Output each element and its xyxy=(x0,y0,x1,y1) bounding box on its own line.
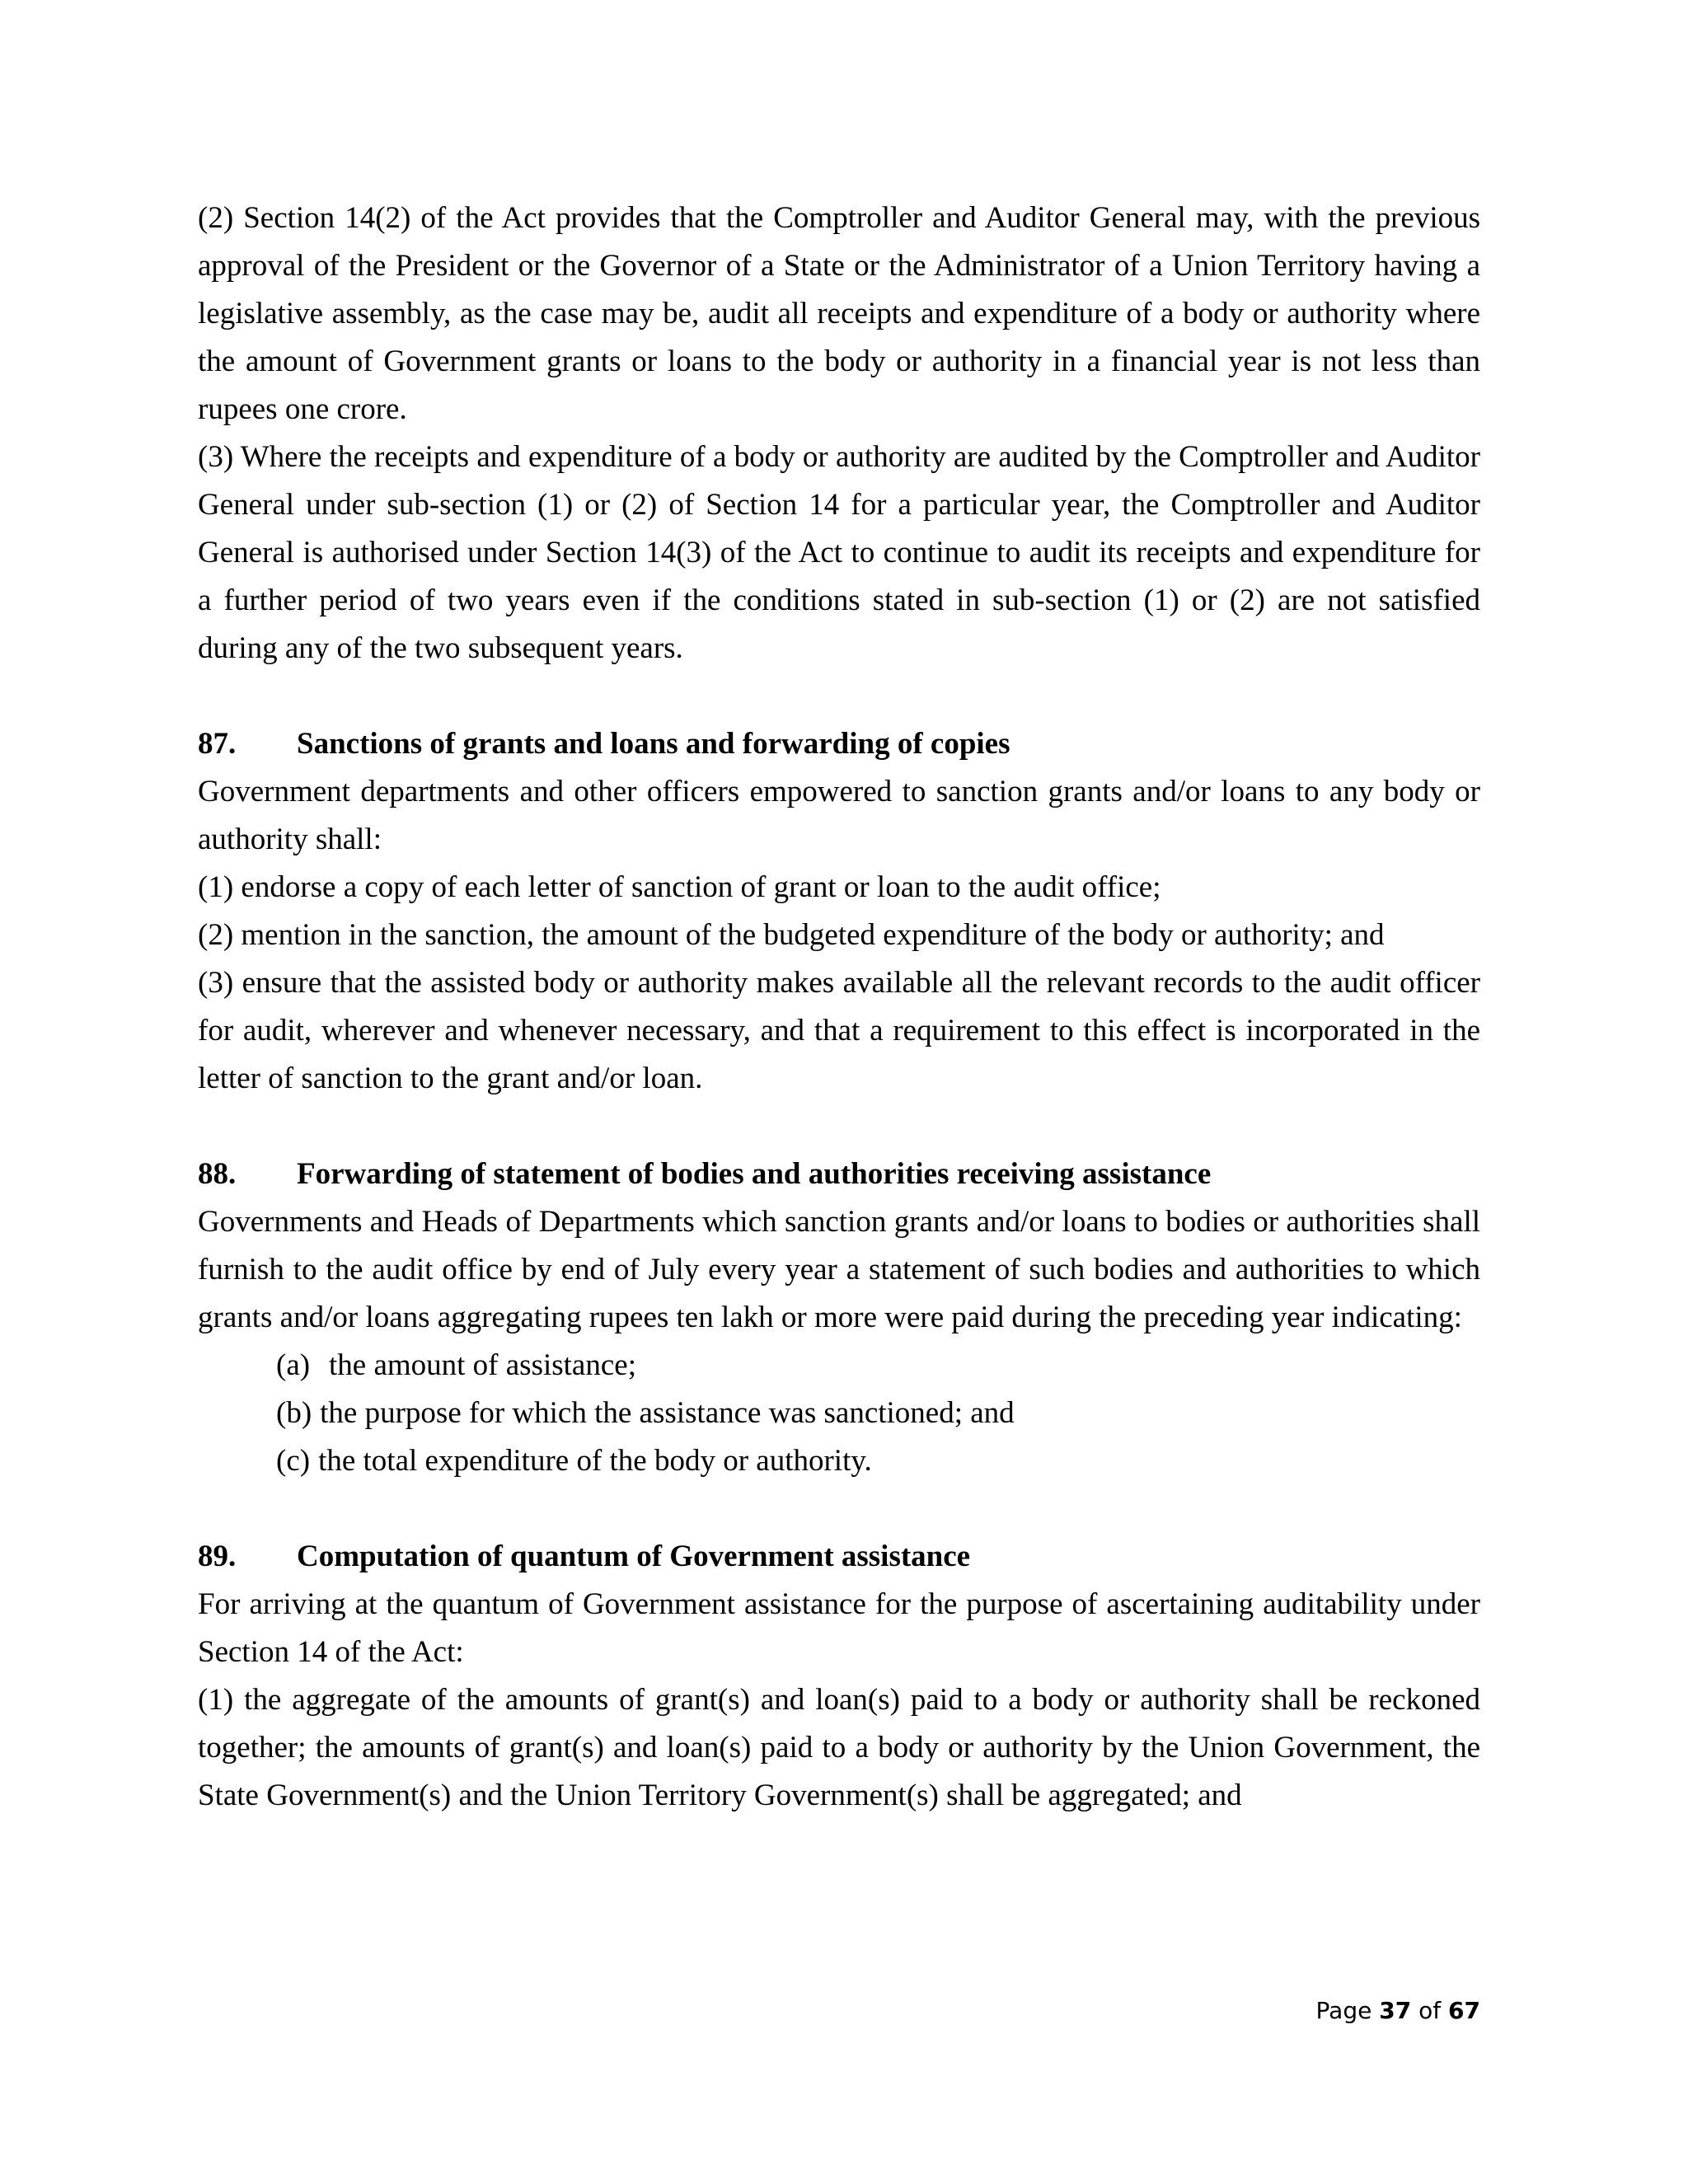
section-87-title: Sanctions of grants and loans and forwarding of copies xyxy=(297,727,1010,761)
list-item-text: the purpose for which the assistance was sanctioned; and xyxy=(320,1396,1015,1430)
spacer xyxy=(198,1485,1480,1533)
paragraph-section-14-2: (2) Section 14(2) of the Act provides that the Comptroller and Auditor General may, with the previous approval of the President or the Governor of a State or the Administrator of a Union Territory having a legislative assembly, as the case may be, audit all receipts and expenditure of a body or authority where the amount of Government grants or loans to the body or authority in a financial year is not less than rupees one crore. xyxy=(198,201,1480,426)
list-marker: (a) xyxy=(276,1348,311,1382)
section-87-heading xyxy=(198,720,1480,768)
section-87-item-2: (2) mention in the sanction, the amount of the budgeted expenditure of the body or authority; and xyxy=(198,918,1385,952)
list-marker: (b) xyxy=(276,1396,312,1430)
document-page xyxy=(198,194,1480,1820)
paragraph-section-14-3: (3) Where the receipts and expenditure of a body or authority are audited by the Comptroller and Auditor General under sub-section (1) or (2) of Section 14 for a particular year, the Comptroller and Auditor General is authorised under Section 14(3) of the Act to continue to audit its receipts and expenditure for a further period of two years even if the conditions stated in sub-section (1) or (2) are not satisfied during any of the two subsequent years. xyxy=(198,440,1480,665)
section-88-number: 88. xyxy=(198,1157,237,1191)
section-88-heading xyxy=(198,1151,1480,1198)
list-item-text: the total expenditure of the body or authority. xyxy=(318,1444,872,1478)
section-89-number: 89. xyxy=(198,1540,237,1573)
footer-current-page: 37 xyxy=(1379,1997,1412,2024)
section-87-item-3: (3) ensure that the assisted body or authority makes available all the relevant records to the audit officer for audit, wherever and whenever necessary, and that a requirement to this effect is incorporated in the letter of sanction to the grant and/or loan. xyxy=(198,966,1480,1095)
spacer xyxy=(198,1103,1480,1151)
section-88-intro: Governments and Heads of Departments which sanction grants and/or loans to bodies or authorities shall furnish to the audit office by end of July every year a statement of such bodies and authorities to which grants and/or loans aggregating rupees ten lakh or more were paid during the preceding year indicating: xyxy=(198,1205,1480,1334)
section-87-item-1: (1) endorse a copy of each letter of sanction of grant or loan to the audit office; xyxy=(198,870,1161,904)
section-88-item-b xyxy=(198,1390,1480,1437)
section-88-title: Forwarding of statement of bodies and authorities receiving assistance xyxy=(297,1157,1212,1191)
spacer xyxy=(198,673,1480,720)
section-89-intro: For arriving at the quantum of Government assistance for the purpose of ascertaining auditability under Section 14 of the Act: xyxy=(198,1587,1480,1669)
list-marker: (c) xyxy=(276,1444,311,1478)
footer-total-pages: 67 xyxy=(1448,1997,1480,2024)
section-87-number: 87. xyxy=(198,727,237,761)
list-item-text: the amount of assistance; xyxy=(329,1348,636,1382)
footer-page-word: Page xyxy=(1315,1997,1372,2024)
section-87-intro: Government departments and other officers empowered to sanction grants and/or loans to any body or authority shall: xyxy=(198,775,1480,856)
section-88-item-c xyxy=(198,1437,1480,1485)
section-89-heading xyxy=(198,1533,1480,1581)
section-89-title: Computation of quantum of Government assistance xyxy=(297,1540,971,1573)
page-number-footer xyxy=(1316,1994,1480,2027)
section-88-item-a xyxy=(198,1342,1480,1390)
footer-of-word: of xyxy=(1418,1997,1442,2024)
section-89-item-1: (1) the aggregate of the amounts of grant(s) and loan(s) paid to a body or authority shall be reckoned together; the amounts of grant(s) and loan(s) paid to a body or authority by the Union Government, the State Government(s) and the Union Territory Government(s) shall be aggregated; and xyxy=(198,1683,1480,1812)
